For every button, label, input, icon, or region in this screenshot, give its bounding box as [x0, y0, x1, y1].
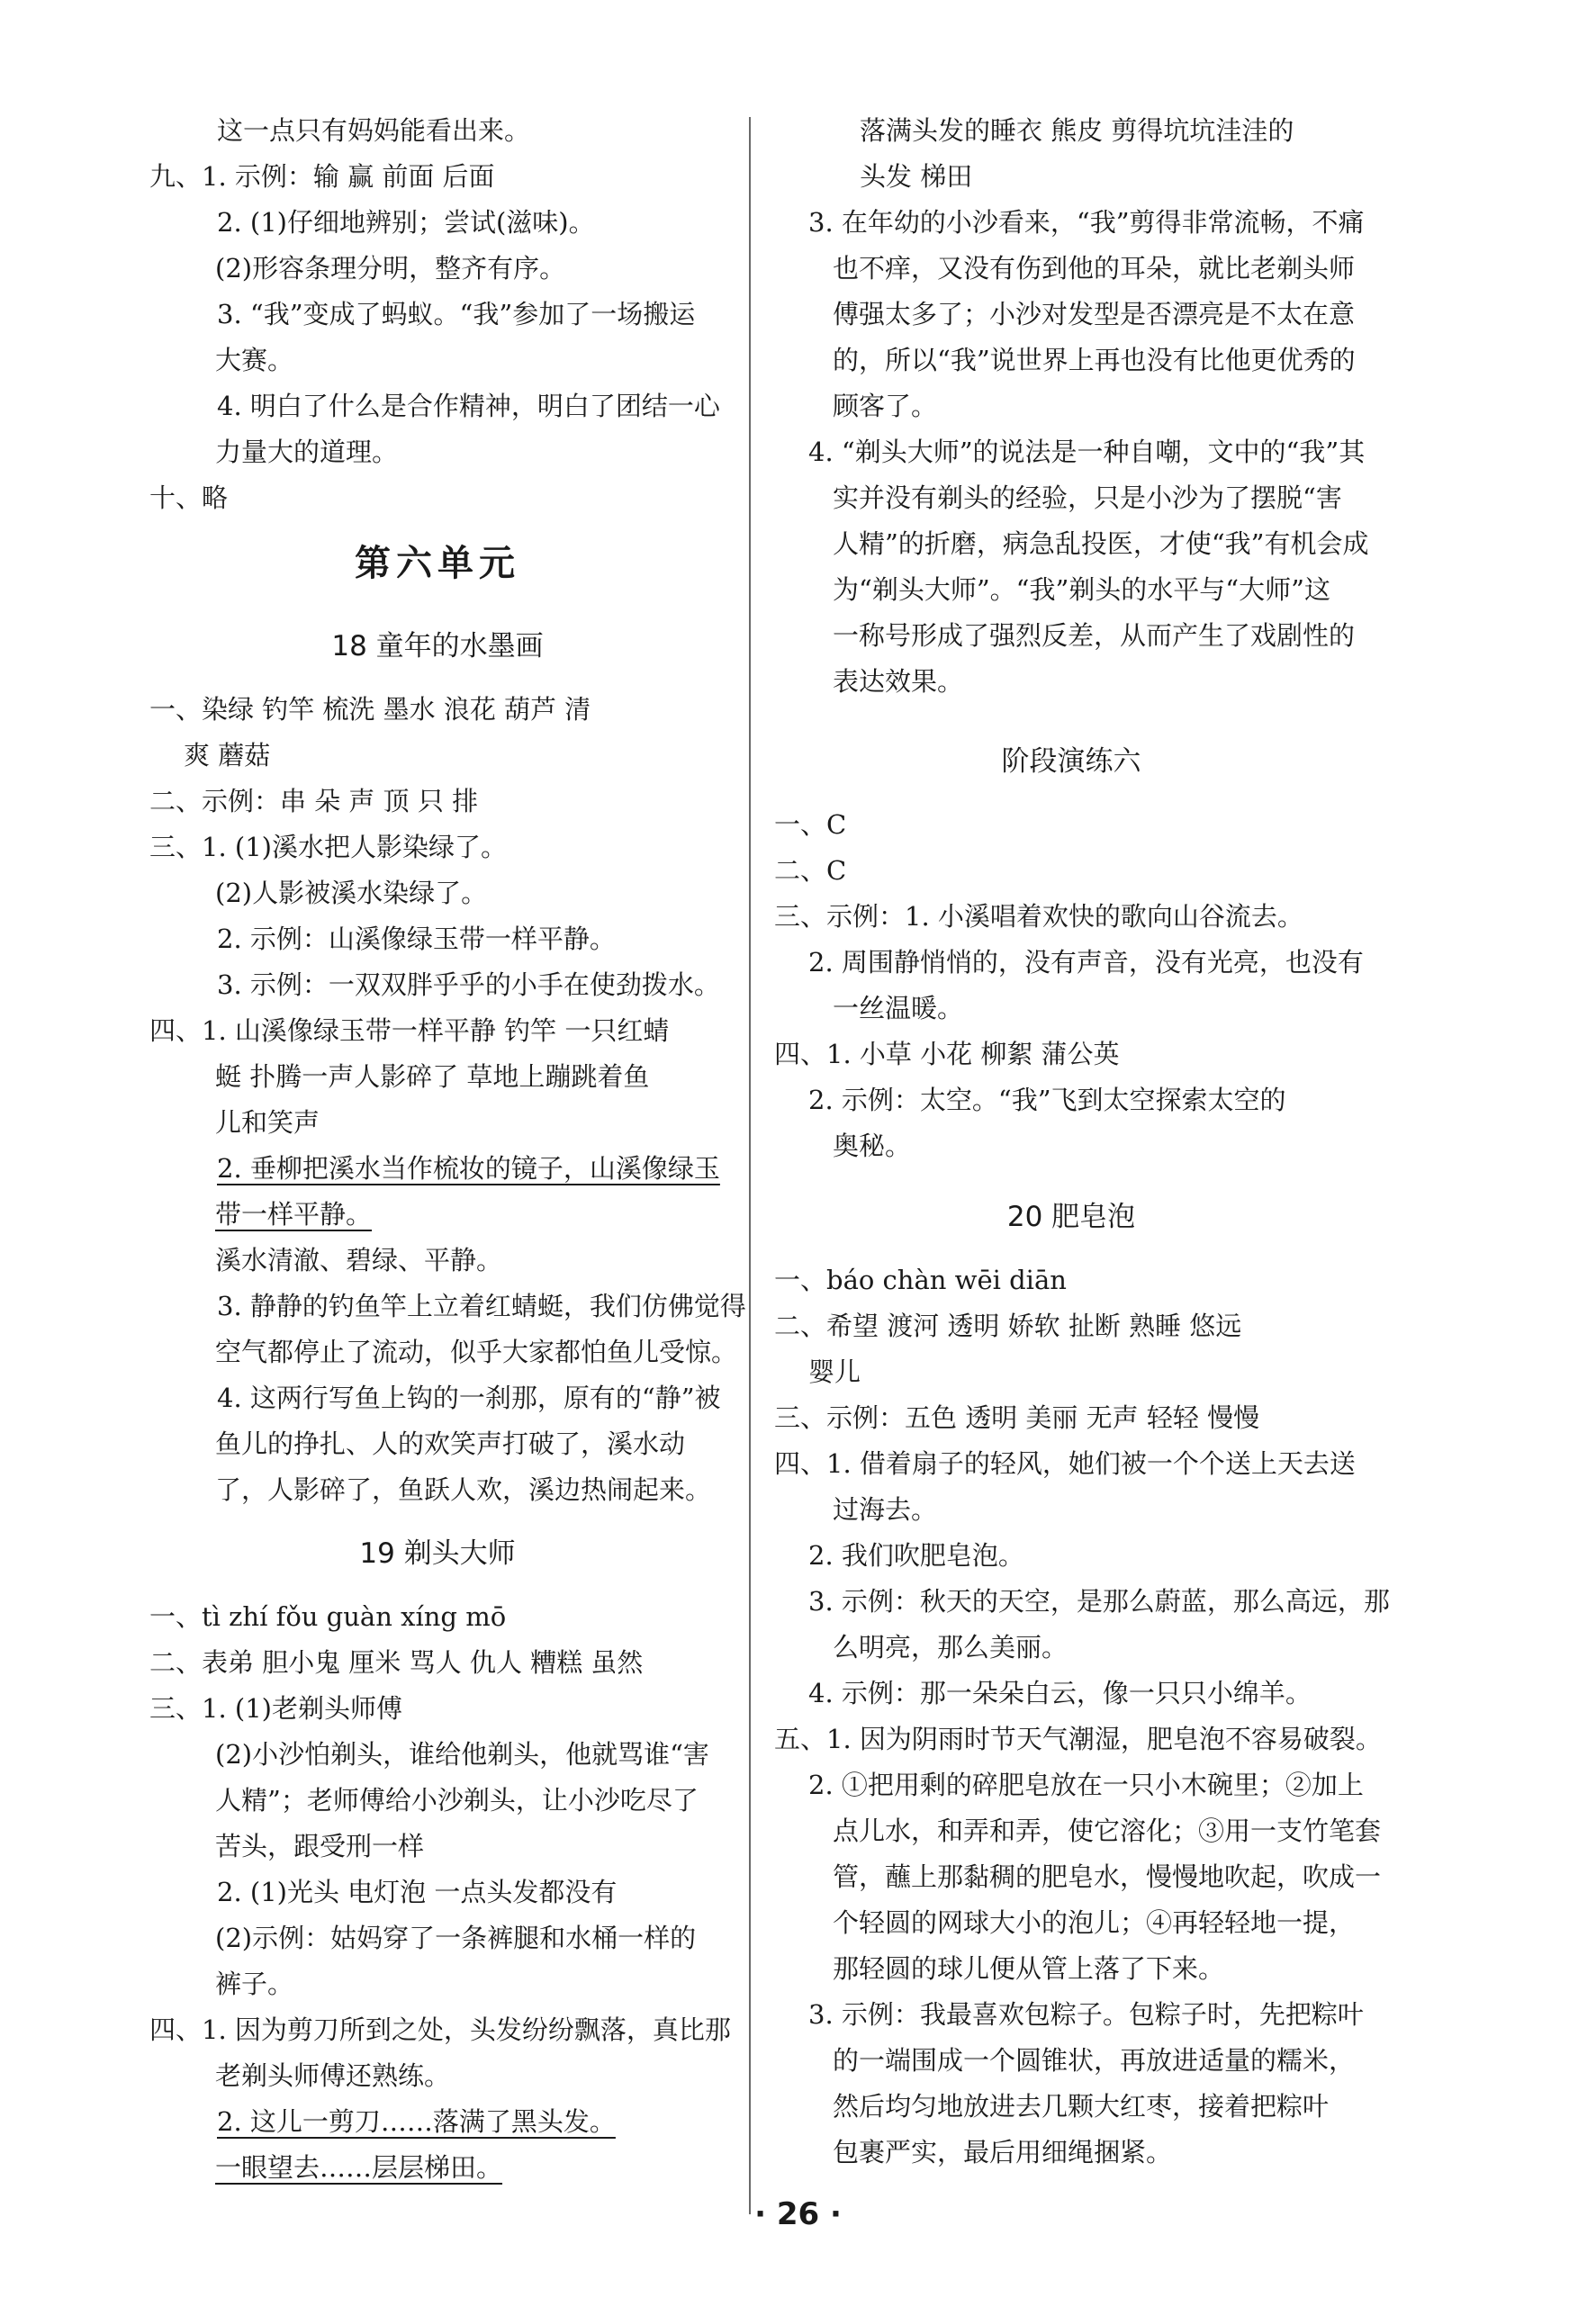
answer-line: 五、1. 因为阴雨时节天气潮湿，肥皂泡不容易破裂。: [774, 1724, 1382, 1754]
answer-line: 裤子。: [215, 1969, 294, 1999]
answer-line: 一称号形成了强烈反差，从而产生了戏剧性的: [833, 620, 1356, 651]
lesson-20-title: 20 肥皂泡: [1006, 1201, 1136, 1233]
answer-line: 一眼望去……层层梯田。: [215, 2152, 503, 2183]
column-divider: [749, 117, 751, 2214]
answer-line: 也不痒，又没有伤到他的耳朵，就比老剃头师: [833, 253, 1356, 284]
lesson-18-title: 18 童年的水墨画: [331, 630, 544, 662]
answer-line: 3. “我”变成了蚂蚁。“我”参加了一场搬运: [217, 299, 696, 329]
answer-line: 2. (1)光头 电灯泡 一点头发都没有: [217, 1877, 618, 1907]
right-column: [774, 108, 1390, 2176]
answer-line: 傅强太多了；小沙对发型是否漂亮是不太在意: [833, 299, 1356, 329]
answer-line: 那轻圆的球儿便从管上落了下来。: [833, 1953, 1225, 1984]
answer-line: 一丝温暖。: [833, 993, 964, 1023]
answer-line: 四、1. 小草 小花 柳絮 蒲公英: [774, 1039, 1120, 1069]
answer-line: 点儿水，和弄和弄，使它溶化；③用一支竹笔套: [833, 1816, 1382, 1846]
answer-line: 实并没有剃头的经验，只是小沙为了摆脱“害: [833, 482, 1342, 513]
answer-line: 二、表弟 胆小鬼 厘米 骂人 仇人 糟糕 虽然: [149, 1647, 644, 1678]
left-column: [149, 108, 746, 2191]
answer-line: 一、C: [774, 809, 847, 840]
answer-line: 过海去。: [833, 1494, 938, 1525]
answer-line: 然后均匀地放进去几颗大红枣，接着把粽叶: [833, 2091, 1330, 2122]
answer-line: 人精”；老师傅给小沙剃头，让小沙吃尽了: [215, 1785, 699, 1816]
answer-block-practice-6: [774, 802, 1368, 1169]
answer-line: 一、染绿 钓竿 梳洗 墨水 浪花 葫芦 清: [149, 694, 591, 725]
answer-line: 婴儿: [808, 1356, 861, 1387]
answer-line: 二、C: [774, 855, 847, 886]
answer-line: 3. 示例：一双双胖乎乎的小手在使劲拨水。: [217, 969, 720, 1000]
answer-line: 头发 梯田: [860, 161, 973, 192]
unit-title: 第六单元: [355, 542, 520, 584]
answer-line: 2. 我们吹肥皂泡。: [808, 1540, 1024, 1571]
answer-line: 2. ①把用剩的碎肥皂放在一只小木碗里；②加上: [808, 1770, 1364, 1800]
answer-line: 为“剃头大师”。“我”剃头的水平与“大师”这: [833, 574, 1330, 605]
answer-line: 老剃头师傅还熟练。: [215, 2060, 451, 2091]
answer-block-lesson-18: [149, 687, 746, 1513]
answer-line: 溪水清澈、碧绿、平静。: [215, 1245, 503, 1275]
answer-line: 人精”的折磨，病急乱投医，才使“我”有机会成: [833, 528, 1369, 559]
answer-line: 了，人影碎了，鱼跃人欢，溪边热闹起来。: [215, 1474, 712, 1505]
lesson-19-title: 19 剃头大师: [359, 1537, 516, 1570]
answer-line: 空气都停止了流动，似乎大家都怕鱼儿受惊。: [215, 1337, 738, 1367]
answer-line: 管，蘸上那黏稠的肥皂水，慢慢地吹起，吹成一: [833, 1861, 1382, 1892]
answer-line: 表达效果。: [833, 666, 964, 697]
answer-line: 带一样平静。: [215, 1199, 373, 1230]
answer-line: 奥秘。: [833, 1131, 912, 1161]
answer-line: 2. 这儿一剪刀……落满了黑头发。: [217, 2106, 616, 2137]
answer-line: 的一端围成一个圆锥状，再放进适量的糯米，: [833, 2045, 1356, 2076]
answer-line: 四、1. 因为剪刀所到之处，头发纷纷飘落，真比那: [149, 2014, 731, 2045]
answer-line: 力量大的道理。: [215, 437, 399, 467]
answer-line: 鱼儿的挣扎、人的欢笑声打破了，溪水动: [215, 1428, 686, 1459]
answer-line: 三、示例：1. 小溪唱着欢快的歌向山谷流去。: [774, 901, 1303, 932]
answer-line: 3. 静静的钓鱼竿上立着红蜻蜓，我们仿佛觉得: [217, 1291, 746, 1321]
answer-line: 4. 这两行写鱼上钩的一刹那，原有的“静”被: [217, 1383, 721, 1413]
answer-line: 二、希望 渡河 透明 娇软 扯断 熟睡 悠远: [774, 1311, 1242, 1341]
answer-line: 3. 在年幼的小沙看来，“我”剪得非常流畅，不痛: [808, 207, 1365, 238]
answer-line: 爽 蘑菇: [184, 740, 271, 771]
answer-line: 大赛。: [215, 345, 294, 375]
answer-line: 三、示例：五色 透明 美丽 无声 轻轻 慢慢: [774, 1402, 1260, 1433]
answer-line: 2. (1)仔细地辨别；尝试(滋味)。: [217, 207, 595, 238]
answer-line: 苦头，跟受刑一样: [215, 1831, 425, 1861]
answer-line: 的，所以“我”说世界上再也没有比他更优秀的: [833, 345, 1356, 375]
page-number: · 26 ·: [754, 2196, 842, 2232]
answer-line: 四、1. 山溪像绿玉带一样平静 钓竿 一只红蜻: [149, 1015, 670, 1046]
answer-block-lesson-19-cont: [774, 108, 1368, 705]
answer-line: 三、1. (1)老剃头师傅: [149, 1693, 402, 1724]
answer-line: (2)示例：姑妈穿了一条裤腿和水桶一样的: [215, 1923, 697, 1953]
answer-line: 二、示例：串 朵 声 顶 只 排: [149, 786, 479, 816]
answer-line: 顾客了。: [833, 391, 938, 421]
answer-block-ninth-tenth: [149, 108, 726, 521]
answer-block-lesson-20: [774, 1257, 1390, 2176]
answer-line: 3. 示例：秋天的天空，是那么蔚蓝，那么高远，那: [808, 1586, 1390, 1617]
answer-line: 四、1. 借着扇子的轻风，她们被一个个送上天去送: [774, 1448, 1356, 1479]
answer-line: 2. 示例：太空。“我”飞到太空探索太空的: [808, 1085, 1286, 1115]
practice-title: 阶段演练六: [1001, 745, 1141, 778]
answer-line: 包裹严实，最后用细绳捆紧。: [833, 2137, 1173, 2167]
answer-line: 2. 垂柳把溪水当作梳妆的镜子，山溪像绿玉: [217, 1153, 720, 1184]
answer-line: 个轻圆的网球大小的泡儿；④再轻轻地一提，: [833, 1907, 1356, 1938]
answer-line: 三、1. (1)溪水把人影染绿了。: [149, 832, 507, 862]
answer-line: (2)小沙怕剃头，谁给他剃头，他就骂谁“害: [215, 1739, 709, 1770]
answer-line: 十、略: [149, 482, 229, 513]
answer-line: 2. 周围静悄悄的，没有声音，没有光亮，也没有: [808, 947, 1364, 978]
answer-line: 九、1. 示例：输 赢 前面 后面: [149, 161, 495, 192]
answer-line: 么明亮，那么美丽。: [833, 1632, 1069, 1663]
answer-line: 儿和笑声: [215, 1107, 320, 1138]
answer-line: 4. “剃头大师”的说法是一种自嘲，文中的“我”其: [808, 437, 1366, 467]
answer-line: 3. 示例：我最喜欢包粽子。包粽子时，先把粽叶: [808, 1999, 1364, 2030]
answer-line: 2. 示例：山溪像绿玉带一样平静。: [217, 924, 616, 954]
answer-block-lesson-19: [149, 1594, 731, 2191]
answer-line: (2)人影被溪水染绿了。: [215, 878, 488, 908]
answer-line: 一、tì zhí fǒu guàn xíng mō: [149, 1601, 507, 1632]
answer-line: 4. 明白了什么是合作精神，明白了团结一心: [217, 391, 720, 421]
answer-line: 4. 示例：那一朵朵白云，像一只只小绵羊。: [808, 1678, 1312, 1708]
answer-line: 一、báo chàn wēi diān: [774, 1265, 1067, 1295]
answer-line: 落满头发的睡衣 熊皮 剪得坑坑洼洼的: [860, 115, 1294, 146]
answer-line: 这一点只有妈妈能看出来。: [217, 115, 531, 146]
answer-line: 蜓 扑腾一声人影碎了 草地上蹦跳着鱼: [215, 1061, 650, 1092]
answer-line: (2)形容条理分明，整齐有序。: [215, 253, 566, 284]
